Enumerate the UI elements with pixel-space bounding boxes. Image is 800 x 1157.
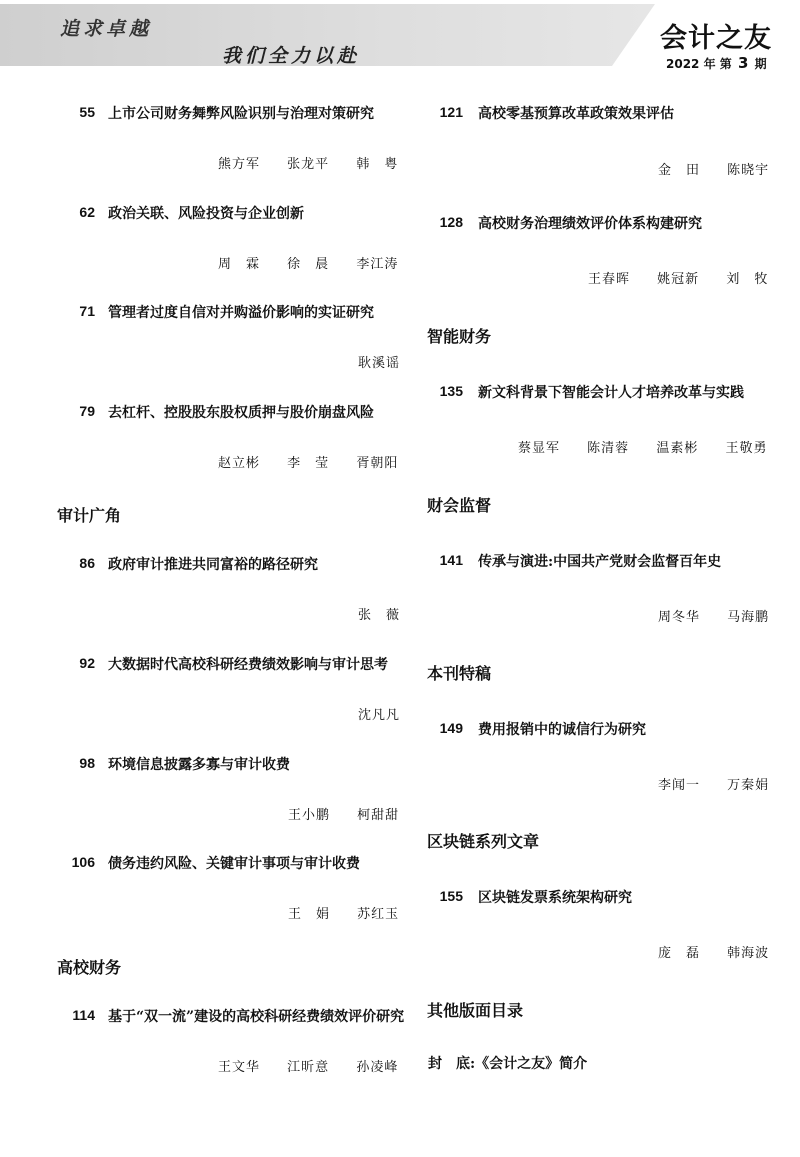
section-audit: 审计广角 [57, 506, 122, 525]
entry-authors [588, 268, 768, 287]
section-other: 其他版面目录 [427, 1001, 524, 1020]
entry-title[interactable]: 去杠杆、控股股东股权质押与股价崩盘风险 [108, 405, 374, 421]
author: 陈晓宇 [727, 163, 770, 178]
entry-page: 121 [439, 104, 463, 120]
entry-authors [658, 774, 769, 793]
author: 胥朝阳 [356, 456, 399, 471]
entry-page: 98 [79, 755, 95, 771]
entry-title[interactable]: 传承与演进:中国共产党财会监督百年史 [478, 554, 722, 570]
entry-page: 128 [439, 214, 463, 230]
entry-page: 114 [72, 1007, 95, 1023]
author: 庞 磊 [658, 946, 701, 961]
entry-title[interactable]: 高校财务治理绩效评价体系构建研究 [478, 216, 702, 232]
entry-title[interactable]: 上市公司财务舞弊风险识别与治理对策研究 [108, 106, 374, 122]
entry-page: 92 [79, 655, 95, 671]
entry-title[interactable]: 环境信息披露多寡与审计收费 [108, 757, 290, 773]
entry-page: 62 [79, 204, 95, 220]
back-cover-entry[interactable]: 封 底:《会计之友》简介 [428, 1056, 588, 1072]
author: 刘 牧 [726, 272, 769, 287]
author: 苏红玉 [357, 907, 400, 922]
entry-page: 55 [79, 104, 95, 120]
author: 韩 粤 [356, 157, 399, 172]
author: 姚冠新 [657, 272, 700, 287]
author: 柯甜甜 [357, 808, 400, 823]
entry-page: 149 [439, 720, 463, 736]
author: 江昕意 [287, 1060, 330, 1075]
section-special: 本刊特稿 [427, 664, 492, 683]
entry-authors [358, 604, 400, 623]
entry-authors [218, 452, 398, 471]
author: 熊方军 [218, 157, 261, 172]
entry-authors [518, 437, 767, 456]
section-smart-finance: 智能财务 [427, 327, 492, 346]
entry-authors [658, 942, 769, 961]
section-blockchain: 区块链系列文章 [427, 832, 540, 851]
author: 温素彬 [656, 441, 699, 456]
author: 李 莹 [287, 456, 330, 471]
entry-authors [658, 159, 769, 178]
author: 周 霖 [218, 257, 261, 272]
author: 韩海波 [727, 946, 770, 961]
author: 蔡显军 [518, 441, 561, 456]
author: 王小鹏 [288, 808, 331, 823]
entry-title[interactable]: 政治关联、风险投资与企业创新 [108, 206, 304, 222]
section-supervision: 财会监督 [427, 496, 492, 515]
author: 张 薇 [358, 608, 401, 623]
entry-page: 86 [79, 555, 95, 571]
entry-authors [218, 153, 398, 172]
entry-title[interactable]: 高校零基预算改革政策效果评估 [478, 106, 674, 122]
author: 王文华 [218, 1060, 261, 1075]
entry-authors [358, 352, 400, 371]
entry-title[interactable]: 新文科背景下智能会计人才培养改革与实践 [478, 385, 744, 401]
entry-title[interactable]: 债务违约风险、关键审计事项与审计收费 [108, 856, 360, 872]
author: 陈清蓉 [587, 441, 630, 456]
author: 王春晖 [588, 272, 631, 287]
entry-title[interactable]: 管理者过度自信对并购溢价影响的实证研究 [108, 305, 374, 321]
entry-title[interactable]: 大数据时代高校科研经费绩效影响与审计思考 [108, 657, 388, 673]
entry-page: 71 [79, 303, 95, 319]
slogan-line-2: 我们全力以赴 [222, 45, 361, 67]
author: 耿溪谣 [358, 356, 401, 371]
entry-page: 141 [439, 552, 463, 568]
entry-authors [358, 704, 400, 723]
issue-suffix: 期 [754, 57, 767, 71]
author: 王 娟 [288, 907, 331, 922]
entry-title[interactable]: 区块链发票系统架构研究 [478, 890, 632, 906]
magazine-title: 会计之友 [660, 23, 772, 54]
issue-year: 2022 年 第 [666, 57, 732, 71]
entry-page: 155 [439, 888, 463, 904]
author: 李闻一 [658, 778, 701, 793]
author: 马海鹏 [727, 610, 770, 625]
slogan-line-1: 追求卓越 [60, 18, 153, 40]
entry-page: 135 [439, 383, 463, 399]
author: 周冬华 [658, 610, 701, 625]
author: 赵立彬 [218, 456, 261, 471]
author: 金 田 [658, 163, 701, 178]
author: 万秦娟 [727, 778, 770, 793]
author: 张龙平 [287, 157, 330, 172]
entry-authors [218, 1056, 398, 1075]
author: 李江涛 [356, 257, 399, 272]
section-university-finance: 高校财务 [57, 958, 122, 977]
entry-page: 79 [79, 403, 95, 419]
header [0, 0, 800, 72]
author: 沈凡凡 [358, 708, 401, 723]
entry-authors [658, 606, 769, 625]
entry-authors [218, 253, 398, 272]
author: 孙凌峰 [356, 1060, 399, 1075]
author: 王敬勇 [725, 441, 768, 456]
entry-title[interactable]: 费用报销中的诚信行为研究 [478, 722, 646, 738]
entry-title[interactable]: 基于“双一流”建设的高校科研经费绩效评价研究 [108, 1009, 405, 1025]
issue-number: 3 [737, 54, 749, 72]
issue-info [666, 54, 767, 72]
entry-page: 106 [71, 854, 95, 870]
author: 徐 晨 [287, 257, 330, 272]
entry-authors [288, 804, 399, 823]
entry-authors [288, 903, 399, 922]
entry-title[interactable]: 政府审计推进共同富裕的路径研究 [108, 557, 318, 573]
